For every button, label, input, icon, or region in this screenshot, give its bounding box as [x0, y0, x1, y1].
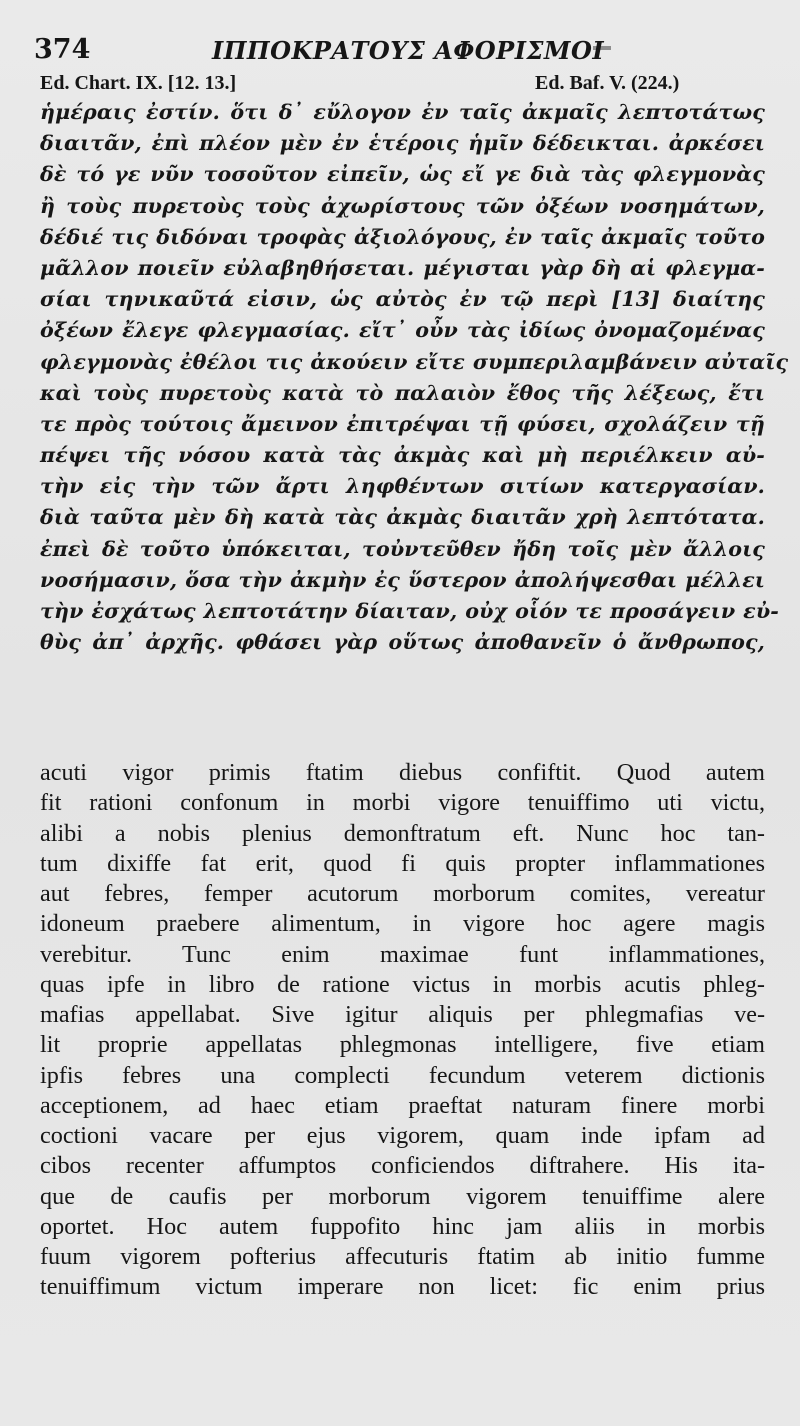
latin-line: acuti vigor primis ftatim diebus confiftit. Quod autem: [40, 759, 765, 786]
greek-line: ἡμέραις ἐστίν. ὅτι δ᾽ εὔλογον ἐν ταῖς ἀκμαῖς λεπτοτάτως: [40, 100, 765, 124]
greek-line: ἐπεὶ δὲ τοῦτο ὑπόκειται, τοὐντεῦθεν ἤδη τοῖς μὲν ἄλλοις: [40, 536, 765, 561]
greek-line: σίαι τηνικαῦτά εἰσιν, ὡς αὐτὸς ἐν τῷ περὶ [13] διαίτης: [40, 287, 765, 312]
greek-line: διαιτᾶν, ἐπὶ πλέον μὲν ἐν ἑτέροις ἡμῖν δέδεικται. ἀρκέσει: [40, 131, 765, 156]
latin-line: lit proprie appellatas phlegmonas intelligere, five etiam: [40, 1031, 765, 1059]
latin-text-block: [40, 758, 765, 1303]
latin-line: quas ipfe in libro de ratione victus in morbis acutis phleg-: [40, 970, 765, 998]
greek-line: τε πρὸς τούτοις ἄμεινον ἐπιτρέψαι τῇ φύσει, σχολάζειν τῇ: [40, 411, 765, 436]
page-header: [34, 30, 764, 66]
latin-line: que de caufis per morborum vigorem tenuiffime alere: [40, 1182, 765, 1210]
running-title: ΙΠΠΟΚΡΑΤΟΥΣ ΑΦΟΡΙΣΜΟΙ: [212, 36, 605, 65]
greek-line: νοσήμασιν, ὅσα τὴν ἀκμὴν ἐς ὕστερον ἀπολήψεσθαι μέλλει: [40, 567, 765, 592]
greek-line: φλεγμονὰς ἐθέλοι τις ἀκούειν εἴτε συμπεριλαμβάνειν αὐταῖς: [40, 349, 789, 374]
greek-line: ὀξέων ἔλεγε φλεγμασίας. εἴτ᾽ οὖν τὰς ἰδίως ὀνομαζομένας: [40, 318, 765, 343]
latin-line: coctioni vacare per ejus vigorem, quam inde ipfam ad: [40, 1122, 765, 1149]
latin-line: ipfis febres una complecti fecundum veterem dictionis: [40, 1061, 765, 1089]
latin-line: tenuiffimum victum imperare non licet: fic enim prius: [40, 1273, 765, 1301]
page-number: 374: [34, 34, 91, 65]
latin-line: oportet. Hoc autem fuppofito hinc jam aliis in morbis: [40, 1212, 765, 1240]
edition-reference-right: Ed. Baf. V. (224.): [535, 72, 680, 94]
latin-line: idoneum praebere alimentum, in vigore hoc agere magis: [40, 910, 765, 938]
latin-line: mafias appellabat. Sive igitur aliquis per phlegmafias ve-: [40, 1001, 765, 1028]
greek-line: δέδιέ τις διδόναι τροφὰς ἀξιολόγους, ἐν ταῖς ἀκμαῖς τοῦτο: [40, 224, 765, 249]
greek-line: μᾶλλον ποιεῖν εὐλαβηθήσεται. μέγισται γὰρ δὴ αἱ φλεγμα-: [40, 255, 765, 280]
edition-reference-left: Ed. Chart. IX. [12. 13.]: [40, 72, 237, 94]
latin-line: cibos recenter affumptos conficiendos diftrahere. His ita-: [40, 1152, 765, 1180]
greek-line: θὺς ἀπ᾽ ἀρχῆς. φθάσει γὰρ οὕτως ἀποθανεῖν ὁ ἄνθρωπος,: [40, 630, 765, 655]
greek-line: πέψει τῆς νόσου κατὰ τὰς ἀκμὰς καὶ μὴ περιέλκειν αὐ-: [40, 443, 765, 468]
latin-line: alibi a nobis plenius demonftratum eft. Nunc hoc tan-: [40, 819, 765, 847]
greek-line: τὴν εἰς τὴν τῶν ἄρτι ληφθέντων σιτίων κατεργασίαν.: [40, 474, 765, 499]
greek-line: δὲ τό γε νῦν τοσοῦτον εἰπεῖν, ὡς εἴ γε διὰ τὰς φλεγμονὰς: [40, 162, 765, 187]
latin-line: tum dixiffe fat erit, quod fi quis propter inflammationes: [40, 849, 765, 877]
latin-line: aut febres, femper acutorum morborum comites, vereatur: [40, 880, 765, 907]
greek-line: διὰ ταῦτα μὲν δὴ κατὰ τὰς ἀκμὰς διαιτᾶν χρὴ λεπτότατα.: [40, 505, 765, 530]
greek-line: τὴν ἐσχάτως λεπτοτάτην δίαιταν, οὐχ οἷόν τε προσάγειν εὐ-: [40, 599, 779, 623]
latin-line: verebitur. Tunc enim maximae funt inflammationes,: [40, 940, 765, 968]
latin-line: fuum vigorem pofterius affecuturis ftatim ab initio fumme: [40, 1243, 765, 1270]
greek-line: καὶ τοὺς πυρετοὺς κατὰ τὸ παλαιὸν ἔθος τῆς λέξεως, ἔτι: [40, 380, 765, 405]
greek-text-block: [40, 97, 789, 658]
latin-line: fit rationi confonum in morbi vigore tenuiffimo uti victu,: [40, 789, 765, 817]
greek-line: ἢ τοὺς πυρετοὺς τοὺς ἀχωρίστους τῶν ὀξέων νοσημάτων,: [40, 193, 765, 218]
latin-line: acceptionem, ad haec etiam praeftat naturam finere morbi: [40, 1091, 765, 1119]
